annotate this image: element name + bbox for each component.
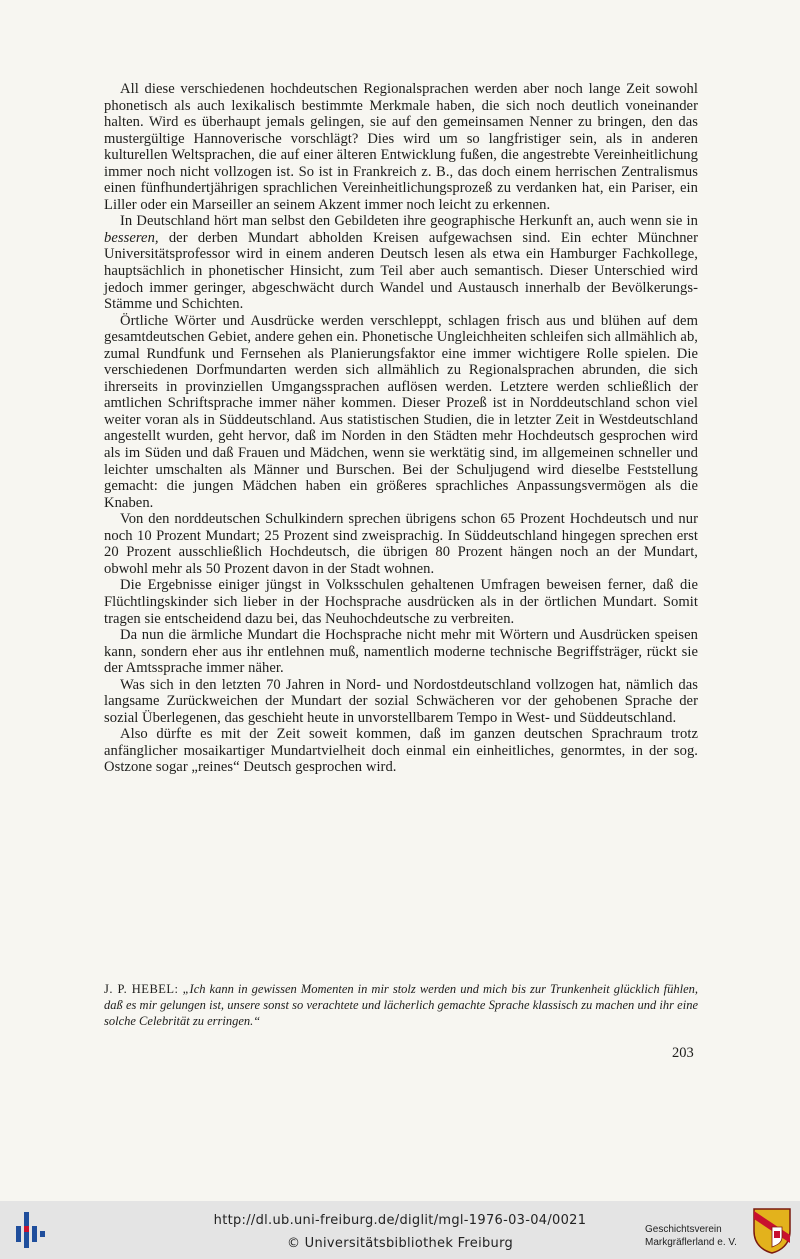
paragraph: Von den norddeutschen Schulkindern sprechen übrigens schon 65 Prozent Hochdeutsch und nur noch 10 Prozent Mundart; 25 Prozent sind zweisprachig. In Süddeutschland hingegen sprechen erst 20 Prozent ausschließlich Hochdeutsch, die übrigen 80 Prozent hängen noch an der Mundart, obwohl mehr als 50 Prozent davon in der Stadt wohnen. (104, 511, 698, 577)
paragraph: Also dürfte es mit der Zeit soweit kommen, daß im ganzen deutschen Sprachraum trotz anfänglicher mosaikartiger Mundartvielheit doch einmal ein einheitliches, genormtes, in der sog. Ostzone sogar „reines“ Deutsch gesprochen wird. (104, 726, 698, 776)
paragraph: Da nun die ärmliche Mundart die Hochsprache nicht mehr mit Wörtern und Ausdrücken speisen kann, sondern eher aus ihr entlehnen muß, namentlich moderne technische Begriffsträger, rückt sie der Amtssprache immer näher. (104, 627, 698, 677)
library-logo-icon (14, 1210, 52, 1250)
copyright-notice: © Universitätsbibliothek Freiburg (286, 1236, 514, 1251)
quote-text: „Ich kann in gewissen Momenten in mir stolz werden und mich bis zur Trunkenheit glücklich fühlen, daß es mir gelungen ist, unsere sonst so verachtete und lächerlich gemachte Sprache klassisch zu machen und ihr eine solche Celebrität zu erringen.“ (104, 982, 699, 1029)
coat-of-arms-icon (752, 1207, 792, 1255)
paragraph: Was sich in den letzten 70 Jahren in Nord- und Nordostdeutschland vollzogen hat, nämlich das langsame Zurückweichen der Mundart der sozial Schwächeren vor der gehobenen Sprache der sozial Überlegenen, das geschieht heute in unvorstellbarem Tempo in West- und Süddeutschland. (104, 676, 698, 726)
permalink-url[interactable]: http://dl.ub.uni-freiburg.de/diglit/mgl-1976-03-04/0021 (213, 1213, 587, 1228)
quote-author: J. P. HEBEL: (104, 982, 179, 996)
emphasized-word: besseren, (104, 229, 159, 246)
footer-bar (0, 1201, 800, 1259)
society-name (645, 1223, 737, 1249)
paragraph-text: der derben Mundart abholden Kreisen aufgewachsen sind. Ein echter Münchner Universitätsprofessor wird in einem anderen Deutsch lesen als etwa ein Hamburger Fachkollege, hauptsächlich in phonetischer Hinsicht, zum Teil aber auch semantisch. Dieser Unterschied wird jedoch immer geringer, abgeschwächt durch Wandel und Austausch innerhalb der Bevölkerungs-Stämme und Schichten. (104, 229, 698, 313)
paragraph: All diese verschiedenen hochdeutschen Regionalsprachen werden aber noch lange Zeit sowohl phonetisch als auch lexikalisch bestimmte Merkmale haben, die sich noch deutlich voneinander halten. Wird es überhaupt jemals gelingen, sie auf den gemeinsamen Nenner zu bringen, den das mustergültige Hannoverische vorschlägt? Dies wird um so langfristiger sein, als in anderen kulturellen Weltsprachen, die auf einer älteren Entwicklung fußen, die angestrebte Vereinheitlichung immer noch nicht vollzogen ist. So ist in Frankreich z. B., das doch einem herrischen Zentralismus einen fünfhundertjährigen sprachlichen Vereinheitlichungsprozeß zu verdanken hat, ein Pariser, ein Liller oder ein Marseiller an seinem Akzent immer noch leicht zu erkennen. (104, 81, 698, 213)
paragraph: Die Ergebnisse einiger jüngst in Volksschulen gehaltenen Umfragen beweisen ferner, daß die Flüchtlingskinder sich lieber in der Hochsprache ausdrücken als in der örtlichen Mundart. Somit tragen sie entscheidend dazu bei, das Neuhochdeutsche zu verbreiten. (104, 577, 698, 627)
paragraph: Örtliche Wörter und Ausdrücke werden verschleppt, schlagen frisch aus und blühen auf dem gesamtdeutschen Gebiet, andere gehen ein. Phonetische Ungleichheiten schleifen sich allmählich ab, zumal Rundfunk und Fernsehen als Planierungsfaktor eine immer wichtigere Rolle spielen. Die verschiedenen Dorfmundarten werden sich allmählich zu Regionalsprachen abrunden, die sich ihrerseits in provinziellen Umgangssprachen auflösen werden. Letztere werden schließlich der amtlichen Schriftsprache immer näher kommen. Dieser Prozeß ist in Norddeutschland schon viel weiter voran als in Süddeutschland. Aus statistischen Studien, die in letzter Zeit in Westdeutschland angestellt wurden, geht hervor, daß im Norden in den Städten mehr Hochdeutsch gesprochen wird als im Süden und daß Frauen und Mädchen, wenn sie werktätig sind, im allgemeinen schneller und leichter umschalten als Männer und Burschen. Bei der Schuljugend wird dieselbe Feststellung gemacht: die jungen Mädchen haben ein größeres sprachliches Anpassungsvermögen als die Knaben. (104, 312, 698, 511)
hebel-quote (104, 981, 698, 1030)
article-body (104, 81, 698, 776)
society-name-line2: Markgräflerland e. V. (645, 1237, 737, 1248)
paragraph-text: In Deutschland hört man selbst den Gebildeten ihre geographische Herkunft an, auch wenn sie in (120, 213, 698, 230)
society-name-line1: Geschichtsverein (645, 1224, 722, 1235)
page-number: 203 (672, 1045, 694, 1061)
paragraph (104, 213, 698, 312)
